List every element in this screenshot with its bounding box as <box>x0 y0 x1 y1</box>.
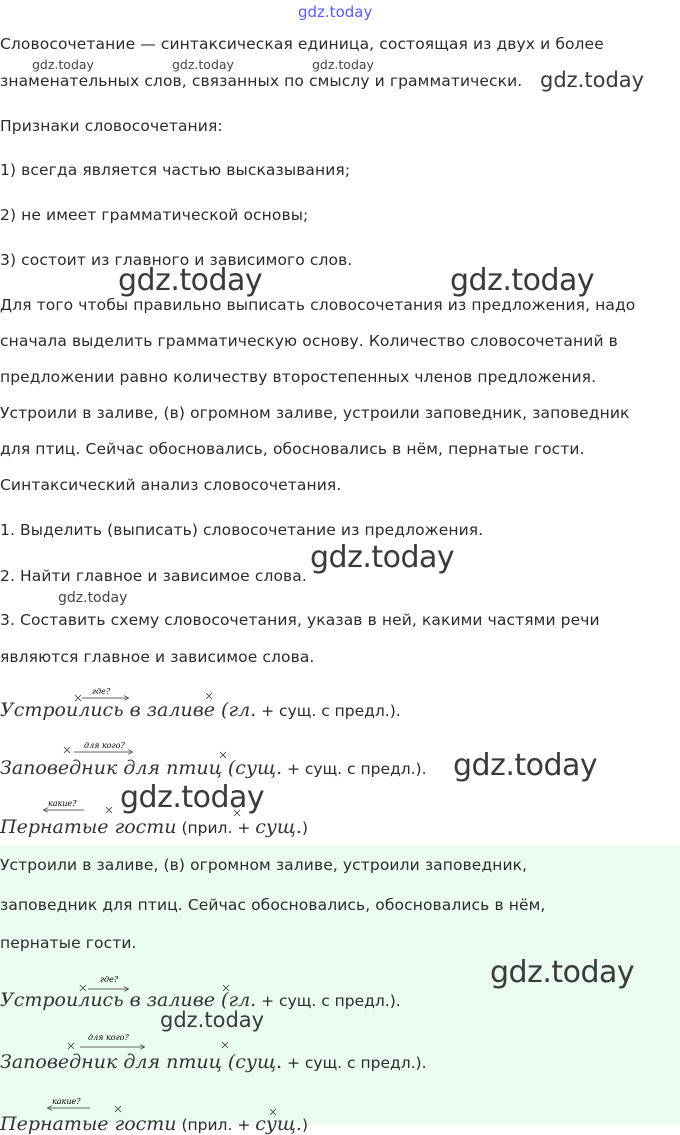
answer-scheme-2: Заповедник для птиц (сущ. + сущ. с предл.). <box>0 1051 427 1073</box>
scheme-question: какие? <box>52 1097 81 1106</box>
answer-line: пернатые гости. <box>0 934 137 952</box>
explanation-line: предложении равно количеству второстепенных членов предложения. <box>0 368 597 386</box>
watermark-medium: gdz.today <box>160 1008 265 1032</box>
main-word-cross <box>64 747 70 753</box>
definition-line-1: Словосочетание — синтаксическая единица, состоящая из двух и более <box>0 35 604 53</box>
watermark-small: gdz.today <box>32 57 94 72</box>
analysis-step: 1. Выделить (выписать) словосочетание из предложения. <box>0 521 484 539</box>
explanation-line: для птиц. Сейчас обосновались, обосновались в нём, пернатые гости. <box>0 440 585 458</box>
analysis-step: являются главное и зависимое слова. <box>0 648 315 666</box>
watermark-large: gdz.today <box>450 263 595 298</box>
scheme-phrase: Пернатые гости <box>0 816 177 838</box>
main-word-cross <box>106 807 112 813</box>
watermark-top: gdz.today <box>298 3 373 21</box>
feature-item: 3) состоит из главного и зависимого слов. <box>0 251 353 269</box>
scheme-main: гл. <box>228 699 257 721</box>
scheme-rest: + сущ. с предл.). <box>256 992 401 1010</box>
answer-line: Устроили в заливе, (в) огромном заливе, устроили заповедник, <box>0 856 528 874</box>
feature-item: 1) всегда является частью высказывания; <box>0 161 351 179</box>
scheme-question: для кого? <box>88 1033 129 1042</box>
watermark-large: gdz.today <box>453 748 598 783</box>
scheme-phrase: Заповедник для птиц <box>0 1051 222 1073</box>
scheme-question: где? <box>92 687 111 696</box>
analysis-step: 3. Составить схему словосочетания, указав в ней, какими частями речи <box>0 611 600 629</box>
scheme-main: сущ. <box>255 816 302 838</box>
explanation-line: сначала выделить грамматическую основу. Количество словосочетаний в <box>0 332 618 350</box>
scheme-3: Пернатые гости (прил. + сущ.) <box>0 816 309 838</box>
scheme-question: какие? <box>48 799 77 808</box>
answer-line: заповедник для птиц. Сейчас обосновались, обосновались в нём, <box>0 896 546 914</box>
scheme-rest: ) <box>301 819 309 837</box>
scheme-rest: + сущ. с предл.). <box>282 760 427 778</box>
watermark-large: gdz.today <box>490 955 635 990</box>
scheme-main-prefix: прил. + <box>187 1116 256 1134</box>
scheme-main: сущ. <box>235 1051 283 1073</box>
analysis-step: 2. Найти главное и зависимое слова. <box>0 567 307 585</box>
answer-scheme-1: Устроились в заливе (гл. + сущ. с предл.). <box>0 989 401 1011</box>
scheme-rest: ) <box>301 1116 309 1134</box>
scheme-phrase: Устроились в заливе <box>0 989 216 1011</box>
watermark-large: gdz.today <box>118 263 263 298</box>
scheme-phrase: Пернатые гости <box>0 1113 177 1135</box>
definition-line-2: знаменательных слов, связанных по смыслу и грамматически. <box>0 72 523 90</box>
answer-scheme-3: Пернатые гости (прил. + сущ.) <box>0 1113 309 1135</box>
scheme-main-prefix: прил. + <box>187 819 256 837</box>
scheme-question: где? <box>100 975 119 984</box>
scheme-phrase: Устроились в заливе <box>0 699 216 721</box>
scheme-1: Устроились в заливе (гл. + сущ. с предл.). <box>0 699 401 721</box>
scheme-rest: + сущ. с предл.). <box>282 1054 427 1072</box>
watermark-small: gdz.today <box>172 57 234 72</box>
explanation-line: Для того чтобы правильно выписать словосочетания из предложения, надо <box>0 296 636 314</box>
scheme-question: для кого? <box>84 741 125 750</box>
scheme-main: гл. <box>228 989 257 1011</box>
watermark-small: gdz.today <box>58 590 128 606</box>
watermark-small: gdz.today <box>312 57 374 72</box>
feature-item: 2) не имеет грамматической основы; <box>0 206 309 224</box>
analysis-heading: Синтаксический анализ словосочетания. <box>0 476 342 494</box>
explanation-line: Устроили в заливе, (в) огромном заливе, устроили заповедник, заповедник <box>0 404 630 422</box>
watermark-large: gdz.today <box>120 780 265 815</box>
watermark-medium: gdz.today <box>540 68 645 92</box>
scheme-main: сущ. <box>255 1113 302 1135</box>
scheme-rest: + сущ. с предл.). <box>256 702 401 720</box>
watermark-large: gdz.today <box>310 540 455 575</box>
features-heading: Признаки словосочетания: <box>0 117 223 135</box>
scheme-main: сущ. <box>235 757 283 779</box>
scheme-2: Заповедник для птиц (сущ. + сущ. с предл.). <box>0 757 427 779</box>
scheme-phrase: Заповедник для птиц <box>0 757 222 779</box>
